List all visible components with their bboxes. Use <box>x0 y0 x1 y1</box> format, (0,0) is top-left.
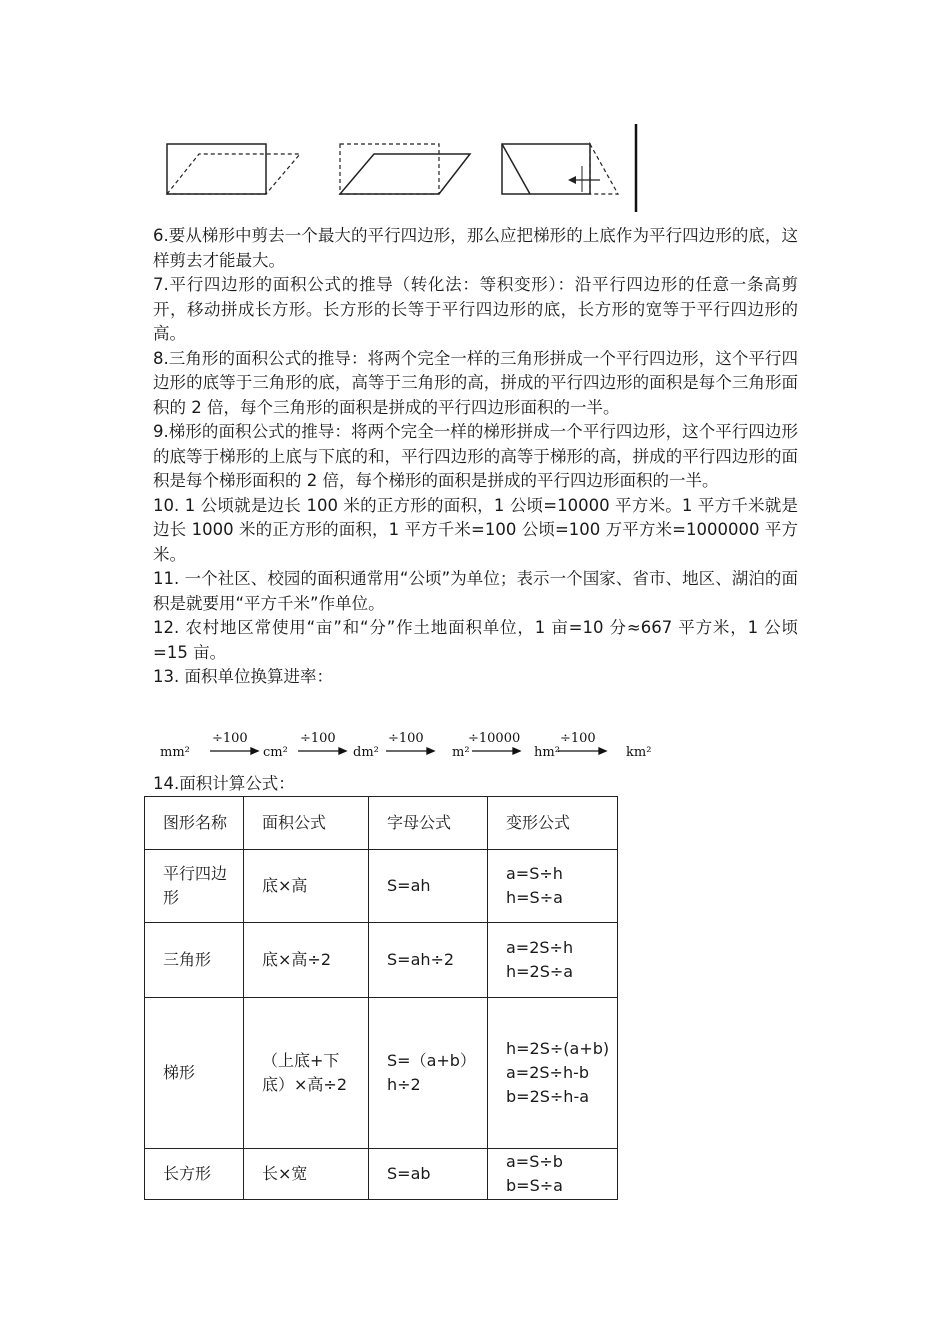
letter-formula-cell: S=ab <box>369 1149 488 1200</box>
rate-mm-cm: ÷100 <box>212 731 248 746</box>
point-7: 7.平行四边形的面积公式的推导（转化法：等积变形）：沿平行四边形的任意一条高剪开，移动拼成长方形。长方形的长等于平行四边形的底，长方形的宽等于平行四边形的高。 <box>153 275 798 343</box>
formula-cell: 长×宽 <box>244 1149 369 1200</box>
shape-cell: 三角形 <box>145 923 244 998</box>
point-6: 6.要从梯形中剪去一个最大的平行四边形，那么应把梯形的上底作为平行四边形的底，这样剪去才能最大。 <box>153 226 798 270</box>
unit-m2: m² <box>452 745 470 760</box>
arrow-3-head <box>427 748 434 754</box>
table-header-row <box>145 797 618 850</box>
header-letter-formula: 字母公式 <box>369 797 488 850</box>
rate-cm-dm: ÷100 <box>300 731 336 746</box>
unit-hm2: hm² <box>534 745 560 760</box>
point-11: 11. 一个社区、校园的面积通常用“公顷”为单位；表示一个国家、省市、地区、湖泊的面积是就要用“平方千米”作单位。 <box>153 569 798 613</box>
formula-cell: 底×高÷2 <box>244 923 369 998</box>
shape-cell: 平行四边形 <box>145 850 244 923</box>
formula-cell: 底×高 <box>244 850 369 923</box>
area-formula-table <box>144 796 618 1200</box>
unit-cm2: cm² <box>263 745 288 760</box>
point-12: 12. 农村地区常使用“亩”和“分”作土地面积单位，1 亩=10 分≈667 平方米，1 公顷=15 亩。 <box>153 618 798 662</box>
table-row <box>145 850 618 923</box>
letter-formula-cell: S=（a+b）h÷2 <box>369 998 488 1149</box>
variant-line: h=2S÷a <box>506 962 574 981</box>
variant-line: a=2S÷h-b <box>506 1063 590 1082</box>
variant-line: b=2S÷h-a <box>506 1087 590 1106</box>
variant-formula-cell <box>488 923 618 998</box>
letter-formula-cell: S=ah <box>369 850 488 923</box>
header-variant-formula: 变形公式 <box>488 797 618 850</box>
variant-line: h=S÷a <box>506 888 563 907</box>
table-title: 14.面积计算公式： <box>153 774 295 793</box>
table-row <box>145 923 618 998</box>
arrow-5-head <box>599 748 606 754</box>
point-8: 8.三角形的面积公式的推导：将两个完全一样的三角形拼成一个平行四边形，这个平行四边形的底等于三角形的底，高等于三角形的高，拼成的平行四边形的面积是每个三角形面积的 2 倍，每个三角形的面积是拼成的平行四边形面积的一半。 <box>153 348 798 417</box>
rate-m-hm: ÷10000 <box>468 731 521 746</box>
letter-formula-cell: S=ah÷2 <box>369 923 488 998</box>
knowledge-points <box>153 224 798 690</box>
table-row <box>145 998 618 1149</box>
variant-formula-cell <box>488 998 618 1149</box>
point-10: 10. 1 公顷就是边长 100 米的正方形的面积，1 公顷=10000 平方米。1 平方千米就是边长 1000 米的正方形的面积，1 平方千米=100 公顷=100 万平方米=1000000 平方米。 <box>153 495 798 564</box>
table-row <box>145 1149 618 1200</box>
variant-line: b=S÷a <box>506 1176 563 1195</box>
rate-hm-km: ÷100 <box>560 731 596 746</box>
variant-line: a=2S÷h <box>506 938 574 957</box>
variant-line: h=2S÷(a+b) <box>506 1039 610 1058</box>
parallelogram-transformation-figures <box>160 120 650 220</box>
figure-dashed-rectangle-parallelogram <box>340 144 470 194</box>
area-unit-conversion-chain <box>160 726 680 768</box>
figure-rectangle-dashed-parallelogram <box>167 144 300 194</box>
arrow-2-head <box>339 748 346 754</box>
unit-mm2: mm² <box>160 745 190 760</box>
formula-cell: （上底+下底）×高÷2 <box>244 998 369 1149</box>
variant-formula-cell <box>488 1149 618 1200</box>
rate-dm-m: ÷100 <box>388 731 424 746</box>
point-13: 13. 面积单位换算进率： <box>153 667 333 686</box>
arrow-1-head <box>251 748 258 754</box>
variant-line: a=S÷b <box>506 1152 563 1171</box>
unit-dm2: dm² <box>353 745 379 760</box>
figure-rectangle-cut-move <box>502 124 636 212</box>
header-area-formula: 面积公式 <box>244 797 369 850</box>
shape-cell: 梯形 <box>145 998 244 1149</box>
shape-cell: 长方形 <box>145 1149 244 1200</box>
unit-km2: km² <box>626 745 652 760</box>
point-9: 9.梯形的面积公式的推导：将两个完全一样的梯形拼成一个平行四边形，这个平行四边形的底等于梯形的上底与下底的和，平行四边形的高等于梯形的高，拼成的平行四边形的面积是每个梯形面积的 2 倍，每个梯形的面积是拼成的平行四边形面积的一半。 <box>153 422 798 490</box>
header-shape-name: 图形名称 <box>145 797 244 850</box>
variant-formula-cell <box>488 850 618 923</box>
variant-line: a=S÷h <box>506 864 563 883</box>
arrow-4-head <box>513 748 520 754</box>
